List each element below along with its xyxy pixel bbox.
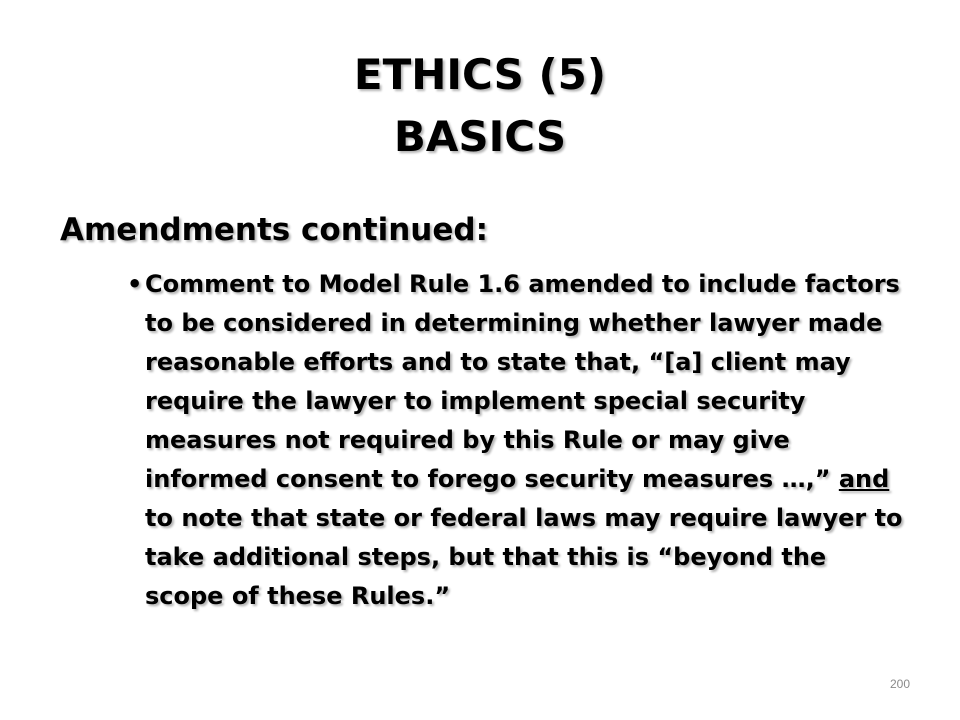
section-heading: Amendments continued: [60,212,488,248]
page-number: 200 [889,677,910,691]
title-line-2: BASICS [393,112,567,161]
slide-title [0,44,960,168]
bullet-text-after: to note that state or federal laws may require lawyer to take additional steps, but that this is “beyond the scope of these Rules.” [145,504,903,610]
bullet-item [127,265,907,616]
bullet-dot-icon: • [127,270,143,298]
bullet-underlined-word: and [838,465,890,493]
bullet-list [127,265,907,616]
title-line-1: ETHICS (5) [353,50,607,99]
bullet-text-before: Comment to Model Rule 1.6 amended to include factors to be considered in determining whether lawyer made reasonable efforts and to state that, “[a] client may require the lawyer to implement special security measures not required by this Rule or may give informed consent to forego security measures …,” [145,270,900,493]
